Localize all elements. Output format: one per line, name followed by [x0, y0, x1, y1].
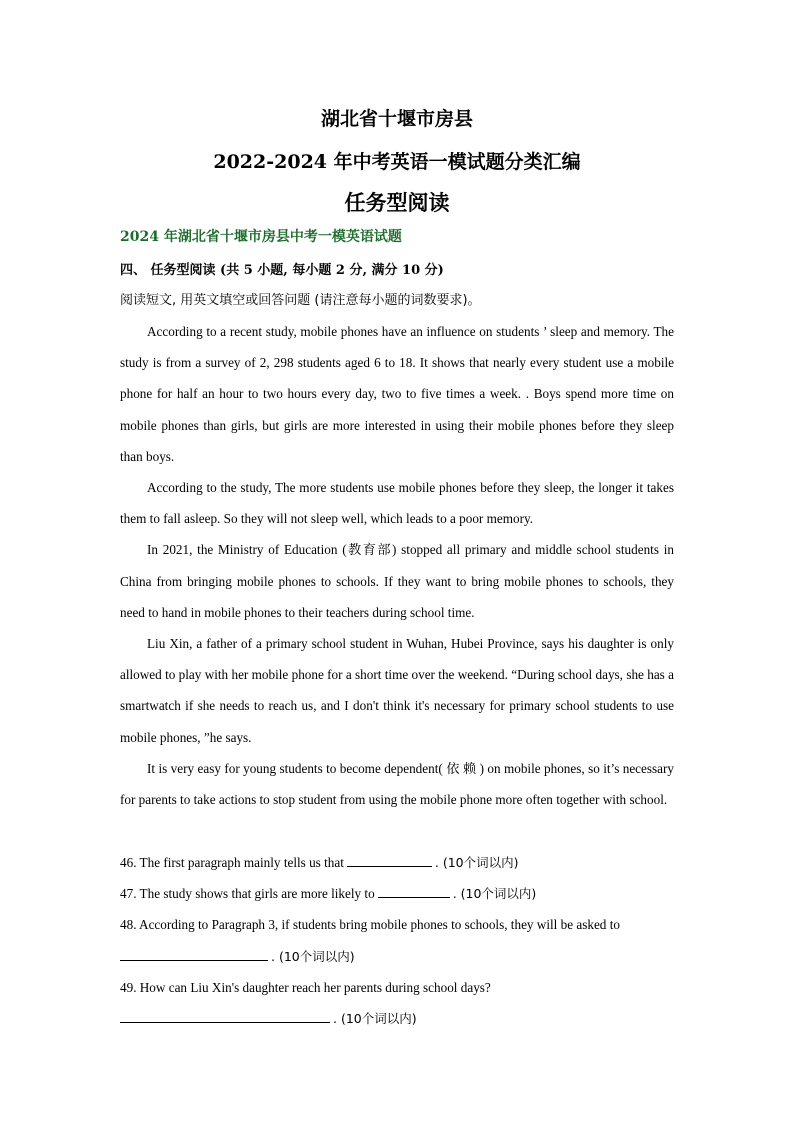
question-list [120, 847, 674, 1034]
instruction-text: 阅读短文, 用英文填空或回答问题 (请注意每小题的词数要求)。 [120, 293, 481, 308]
passage-paragraph-4: Liu Xin, a father of a primary school student in Wuhan, Hubei Province, says his daughter is only allowed to play with her mobile phone for a short time over the weekend. “During school days, she has a smartwatch if she needs to reach us, and I don't think it's necessary for primary school students to use mobile phones, ”he says. [120, 636, 674, 745]
question-48 [120, 909, 674, 940]
reading-passage [120, 316, 674, 815]
question-46-limit: . (10个词以内) [434, 855, 519, 870]
question-49 [120, 972, 674, 1003]
question-49-answer-line [120, 1003, 674, 1034]
question-49-text: 49. How can Liu Xin's daughter reach her parents during school days? [120, 979, 491, 995]
doc-title-topic: 任务型阅读 [344, 190, 450, 215]
passage-paragraph-3: In 2021, the Ministry of Education (教育部) stopped all primary and middle school students in China from bringing mobile phones to schools. If they want to bring mobile phones to schools, they need to hand in mobile phones to their teachers during school time. [120, 542, 674, 620]
passage-paragraph-2: According to the study, The more students use mobile phones before they sleep, the longer it takes them to fall asleep. So they will not sleep well, which leads to a poor memory. [120, 480, 674, 527]
answer-blank-47[interactable] [378, 883, 450, 898]
question-48-answer-line [120, 941, 674, 972]
question-49-limit: . (10个词以内) [333, 1011, 417, 1027]
exam-section-heading: 2024 年湖北省十堰市房县中考一模英语试题 [120, 229, 402, 245]
passage-paragraph-1: According to a recent study, mobile phones have an influence on students ’ sleep and memory. The study is from a survey of 2, 298 students aged 6 to 18. It shows that nearly every student use a mobile phone for half an hour to two hours every day, two to five times a week. . Boys spend more time on mobile phones than girls, but girls are more interested in using their mobile phones before they sleep than boys. [120, 324, 674, 464]
answer-blank-48[interactable] [120, 946, 268, 961]
question-47 [120, 878, 674, 909]
part-heading: 四、 任务型阅读 (共 5 小题, 每小题 2 分, 满分 10 分) [120, 263, 444, 278]
question-48-text: 48. According to Paragraph 3, if students bring mobile phones to schools, they will be asked to [120, 917, 620, 933]
answer-blank-46[interactable] [347, 852, 432, 867]
answer-blank-49[interactable] [120, 1008, 330, 1023]
passage-paragraph-5: It is very easy for young students to become dependent( 依 赖 ) on mobile phones, so it’s necessary for parents to take actions to stop student from using the mobile phone more often together with school. [120, 760, 674, 808]
question-48-limit: . (10个词以内) [271, 948, 355, 964]
question-47-limit: . (10个词以内) [452, 886, 537, 902]
doc-title-region: 湖北省十堰市房县 [320, 108, 473, 130]
question-47-text: 47. The study shows that girls are more likely to [120, 886, 375, 902]
question-46 [120, 847, 674, 878]
question-46-text: 46. The first paragraph mainly tells us that [120, 855, 344, 870]
doc-title-years: 2022-2024 年中考英语一模试题分类汇编 [213, 151, 581, 173]
